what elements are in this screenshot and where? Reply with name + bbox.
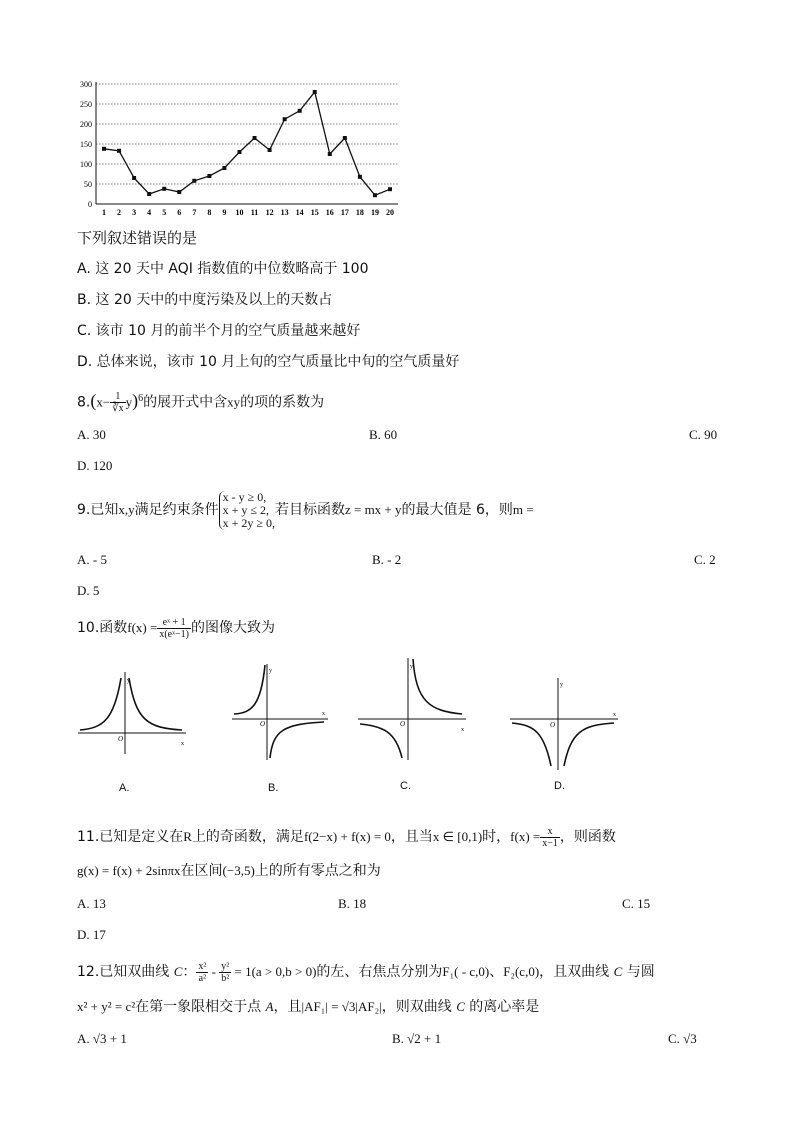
x-tick-label: 6: [177, 208, 182, 217]
q11-option-a: A. 13: [77, 896, 106, 911]
q11-stem-line2: g(x) = f(x) + 2sinπx在区间(−3,5)上的所有零点之和为: [77, 863, 381, 879]
x-tick-label: 13: [280, 208, 289, 217]
svg-text:O: O: [118, 735, 124, 743]
q9-stem: 9.已知x,y满足约束条件 x - y ≥ 0, x + y ≤ 2, x + 2y ≥ 0, 若目标函数z = mx + y的最大值是 6，则m =: [77, 489, 534, 530]
q12-stem-line2: x² + y² = c²在第一象限相交于点 A，且|AF₁| = √3|AF₂|，则双曲线 C 的离心率是: [77, 999, 540, 1015]
x-tick-label: 17: [340, 208, 349, 217]
x-tick-label: 18: [355, 208, 364, 217]
svg-text:O: O: [400, 720, 406, 728]
q10-label-a: A.: [119, 782, 130, 794]
x-tick-label: 9: [222, 208, 227, 217]
y-tick-label: 0: [88, 200, 92, 209]
q11-option-d: D. 17: [77, 927, 106, 942]
x-tick-label: 11: [250, 208, 259, 217]
data-point: [313, 90, 317, 94]
data-point: [283, 117, 287, 121]
q12-option-c: C. √3: [668, 1031, 697, 1046]
x-tick-label: 4: [147, 208, 152, 217]
q12-option-a: A. √3 + 1: [77, 1031, 127, 1046]
q8-fraction: $\frac{1}{∛x}$: [112, 391, 124, 415]
q9-option-d: D. 5: [77, 583, 100, 598]
q9-option-b: B. - 2: [372, 552, 402, 567]
svg-text:O: O: [550, 721, 556, 729]
y-tick-label: 200: [80, 120, 92, 129]
q10-graph-c: [358, 656, 470, 762]
q10-label-b: B.: [268, 782, 279, 794]
svg-text:y: y: [127, 678, 130, 684]
y-tick-label: 150: [80, 140, 92, 149]
data-point: [328, 152, 332, 156]
data-point: [132, 176, 136, 180]
q8-option-c: C. 90: [689, 427, 718, 442]
x-tick-label: 2: [117, 208, 122, 217]
x-tick-label: 10: [235, 208, 244, 217]
x-tick-label: 8: [207, 208, 212, 217]
x-tick-label: 1: [102, 208, 106, 217]
x-tick-label: 12: [265, 208, 274, 217]
q8-option-d: D. 120: [77, 458, 113, 473]
aqi-line-chart: [70, 76, 410, 224]
q10-graph-d: [510, 676, 622, 772]
q10-label-d: D.: [554, 780, 565, 792]
q10-graph-b: [232, 662, 332, 762]
q10-stem: 10.函数f(x) = $\frac{\text{eˣ + 1}}{\text{x(eˣ−1)}}$ 的图像大致为: [77, 616, 275, 640]
q11-option-b: B. 18: [338, 896, 367, 911]
data-point: [102, 147, 106, 151]
svg-text:y: y: [560, 682, 563, 688]
q7-option-b: B. 这 20 天中的中度污染及以上的天数占: [77, 292, 333, 308]
data-point: [207, 174, 211, 178]
q7-option-a: A. 这 20 天中 AQI 指数值的中位数略高于 100: [77, 261, 369, 277]
q7-option-d: D. 总体来说，该市 10 月上旬的空气质量比中旬的空气质量好: [77, 354, 460, 370]
q7-stem: 下列叙述错误的是: [77, 229, 198, 247]
q12-option-b: B. √2 + 1: [392, 1031, 442, 1046]
x-tick-label: 3: [132, 208, 137, 217]
svg-text:y: y: [410, 664, 413, 670]
q11-option-c: C. 15: [622, 896, 651, 911]
svg-text:x: x: [181, 741, 184, 747]
q11-fraction: $\frac{x}{x-1}$: [542, 825, 558, 849]
x-tick-label: 5: [162, 208, 167, 217]
svg-text:y: y: [269, 668, 272, 674]
q9-constraints: x - y ≥ 0, x + y ≤ 2, x + 2y ≥ 0,: [219, 491, 275, 530]
data-point: [162, 187, 166, 191]
q9-option-c: C. 2: [694, 552, 716, 567]
data-point: [358, 175, 362, 179]
svg-text:O: O: [260, 720, 266, 728]
data-point: [373, 193, 377, 197]
data-point: [222, 166, 226, 170]
q8-option-b: B. 60: [369, 427, 398, 442]
y-tick-label: 100: [80, 160, 92, 169]
data-point: [388, 187, 392, 191]
x-tick-label: 7: [192, 208, 197, 217]
x-tick-label: 16: [325, 208, 334, 217]
q7-option-c: C. 该市 10 月的前半个月的空气质量越来越好: [77, 323, 361, 339]
x-tick-label: 15: [310, 208, 319, 217]
x-tick-label: 20: [386, 208, 394, 217]
data-point: [343, 136, 347, 140]
q11-stem-line1: 11.已知是定义在R上的奇函数，满足f(2−x) + f(x) = 0，且当x ∈ [0,1)时，f(x) = $\frac{x}{x-1}$ ，则函数: [77, 825, 616, 849]
q10-graph-a: [78, 670, 190, 756]
x-tick-label: 14: [295, 208, 304, 217]
data-point: [147, 192, 151, 196]
data-point: [117, 149, 121, 153]
y-tick-label: 250: [80, 100, 92, 109]
x-tick-label: 19: [370, 208, 379, 217]
data-point: [177, 190, 181, 194]
q8-option-a: A. 30: [77, 427, 106, 442]
q12-stem-line1: 12.已知双曲线 C： $\frac{\text{x²}}{\text{a²}}$ - $\frac{\text{y²}}{\text{b²}}$ = 1(a > 0,b > 0)的左、右焦点分别为F₁( - c,0)、F₂(c,0)，且双曲线 C 与圆: [77, 960, 655, 984]
svg-text:x: x: [461, 727, 464, 733]
y-tick-label: 300: [80, 80, 92, 89]
data-point: [268, 148, 272, 152]
data-point: [298, 109, 302, 113]
q8-stem: 8.(x− $\frac{1}{∛x}$ y)$^6$的展开式中含xy的项的系数为: [77, 390, 325, 415]
data-point: [237, 150, 241, 154]
y-tick-label: 50: [84, 180, 92, 189]
q10-fraction: $\frac{\text{eˣ + 1}}{\text{x(eˣ−1)}}$: [159, 616, 189, 640]
data-point: [253, 136, 257, 140]
q10-label-c: C.: [400, 780, 411, 792]
data-point: [192, 179, 196, 183]
q9-option-a: A. - 5: [77, 552, 107, 567]
svg-text:x: x: [322, 711, 325, 717]
svg-text:x: x: [613, 712, 616, 718]
